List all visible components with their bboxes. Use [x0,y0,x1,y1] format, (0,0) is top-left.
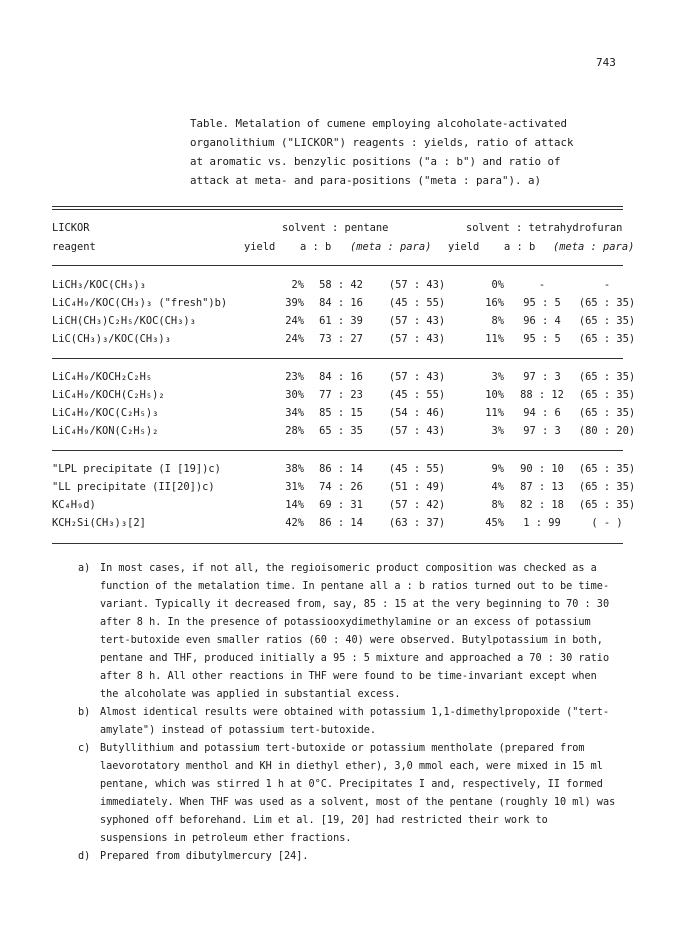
table-bottom-rule [52,543,623,544]
table-row [52,371,636,389]
cell-y2: 9% [491,463,504,475]
cell-m1: (57 : 43) [388,315,446,327]
cell-y1: 39% [285,297,304,309]
cell-reagent: LiC₄H₉/KOC(C₂H₅)₃ [52,407,159,419]
cell-y2: 4% [491,481,504,493]
cell-y1: 28% [285,425,304,437]
table-top-rule [52,206,623,207]
header-metapara-pentane: (meta : para) [350,241,432,253]
footnote-label: d) [78,851,91,862]
cell-m2: (65 : 35) [578,407,636,419]
table-row [52,499,636,517]
cell-r2: 97 : 3 [523,425,561,437]
cell-r1: 77 : 23 [319,389,363,401]
cell-y2: 11% [485,333,504,345]
cell-r1: 86 : 14 [319,463,363,475]
cell-r1: 85 : 15 [319,407,363,419]
table-row [52,389,636,407]
caption-line: at aromatic vs. benzylic positions ("a : b") and ratio of [190,155,561,168]
cell-y2: 3% [491,425,504,437]
cell-r1: 84 : 16 [319,371,363,383]
cell-r2: 94 : 6 [523,407,561,419]
cell-m2: (80 : 20) [578,425,636,437]
cell-r2: 97 : 3 [523,371,561,383]
page-number: 743 [596,56,616,69]
header-yield-thf: yield [448,241,480,253]
cell-m1: (45 : 55) [388,297,446,309]
cell-r2: 95 : 5 [523,333,561,345]
footnote-c [78,740,618,848]
cell-y2: 10% [485,389,504,401]
table-row [52,333,636,351]
header-reagent: reagent [52,241,96,253]
table-row [52,297,636,315]
header-yield-pentane: yield [244,241,276,253]
table-caption [190,114,620,190]
cell-r1: 61 : 39 [319,315,363,327]
cell-m2: (65 : 35) [578,463,636,475]
footnote-text: Butyllithium and potassium tert-butoxide or potassium mentholate (prepared from laevorotatory menthol and KH in diethyl ether), 3,0 mmol each, were mixed in 15 ml pentane, which was stirred 1 h at 0°C. Precipitates I and, respectively, II formed immediately. When THF was used as a solvent, most of the pentane (roughly 10 ml) was syphoned off beforehand. Lim et al. [19, 20] had restricted their work to suspensions in petroleum ether fractions. [100,743,616,844]
table-top-rule-double [52,209,623,210]
group-rule [52,358,623,359]
cell-m1: (51 : 49) [388,481,446,493]
header-metapara-thf: (meta : para) [553,241,635,253]
cell-reagent: LiCH₃/KOC(CH₃)₃ [52,279,146,291]
cell-m1: (57 : 43) [388,425,446,437]
cell-m1: (57 : 43) [388,371,446,383]
cell-r2: 90 : 10 [520,463,564,475]
cell-y1: 2% [291,279,304,291]
cell-y2: 8% [491,315,504,327]
cell-reagent: LiC₄H₉/KOCH₂C₂H₅ [52,371,153,383]
cell-r1: 58 : 42 [319,279,363,291]
cell-y1: 31% [285,481,304,493]
header-lickor: LICKOR [52,222,90,234]
cell-r2: 96 : 4 [523,315,561,327]
footnote-label: a) [78,563,91,574]
cell-reagent: KC₄H₉d) [52,499,96,511]
cell-r2: 1 : 99 [523,517,561,529]
cell-y1: 42% [285,517,304,529]
cell-reagent: LiC₄H₉/KON(C₂H₅)₂ [52,425,159,437]
cell-reagent: "LPL precipitate (I [19])c) [52,463,221,475]
cell-reagent: LiC₄H₉/KOCH(C₂H₅)₂ [52,389,165,401]
caption-line: Table. Metalation of cumene employing alcoholate-activated [190,117,568,130]
cell-m1: (57 : 42) [388,499,446,511]
cell-r2: 87 : 13 [520,481,564,493]
header-solvent-pentane: solvent : pentane [282,222,389,234]
cell-m2: (65 : 35) [578,297,636,309]
cell-y2: 8% [491,499,504,511]
cell-r1: 65 : 35 [319,425,363,437]
cell-y2: 11% [485,407,504,419]
footnote-b [78,704,618,740]
cell-reagent: "LL precipitate (II[20])c) [52,481,215,493]
group-rule [52,450,623,451]
cell-r1: 73 : 27 [319,333,363,345]
footnote-text: In most cases, if not all, the regioisomeric product composition was checked as a function of the metalation time. In pentane all a : b ratios turned out to be time-variant. Typically it decreased from, say, 85 : 15 at the very beginning to 70 : 30 after 8 h. In the presence of potassiooxydimethylamine or an excess of potassium tert-butoxide even smaller ratios (60 : 40) were observed. Butylpotassium in both, pentane and THF, produced initially a 95 : 5 mixture and approached a 70 : 30 ratio after 8 h. All other reactions in THF were found to be time-invariant except when the alcoholate was applied in substantial excess. [100,563,610,700]
cell-m1: (45 : 55) [388,463,446,475]
table-row [52,463,636,481]
footnote-d [78,848,618,866]
table-row [52,279,623,297]
cell-r1: 84 : 16 [319,297,363,309]
cell-r2: - [538,279,546,291]
cell-r1: 86 : 14 [319,517,363,529]
footnote-label: b) [78,707,91,718]
table-row [52,481,636,499]
cell-m1: (63 : 37) [388,517,446,529]
cell-y2: 0% [491,279,504,291]
cell-m2: (65 : 35) [578,333,636,345]
cell-m2: (65 : 35) [578,481,636,493]
cell-y1: 24% [285,315,304,327]
cell-reagent: LiC(CH₃)₃/KOC(CH₃)₃ [52,333,171,345]
cell-m1: (57 : 43) [388,333,446,345]
footnote-label: c) [78,743,91,754]
header-ab-pentane: a : b [300,241,332,253]
cell-r1: 74 : 26 [319,481,363,493]
cell-m2: (65 : 35) [578,371,636,383]
footnotes [78,560,618,866]
footnote-text: Almost identical results were obtained with potassium 1,1-dimethylpropoxide ("tert-amylate") instead of potassium tert-butoxide. [100,707,610,736]
cell-y2: 45% [485,517,504,529]
cell-y1: 30% [285,389,304,401]
table-row [52,315,636,333]
cell-reagent: LiC₄H₉/KOC(CH₃)₃ ("fresh")b) [52,297,228,309]
cell-r1: 69 : 31 [319,499,363,511]
cell-m1: (54 : 46) [388,407,446,419]
cell-m2: (65 : 35) [578,499,636,511]
cell-m2: (65 : 35) [578,315,636,327]
caption-line: attack at meta- and para-positions ("meta : para"). a) [190,174,542,187]
cell-m2: (65 : 35) [578,389,636,401]
cell-y1: 23% [285,371,304,383]
table-row [52,517,623,535]
footnote-a [78,560,618,704]
cell-y1: 14% [285,499,304,511]
cell-y1: 34% [285,407,304,419]
cell-y1: 24% [285,333,304,345]
cell-y2: 16% [485,297,504,309]
cell-r2: 82 : 18 [520,499,564,511]
cell-r2: 95 : 5 [523,297,561,309]
header-ab-thf: a : b [504,241,536,253]
cell-m2: ( - ) [591,517,623,529]
footnote-text: Prepared from dibutylmercury [24]. [100,851,309,862]
table-row [52,425,636,443]
cell-reagent: LiCH(CH₃)C₂H₅/KOC(CH₃)₃ [52,315,196,327]
cell-m2: - [603,279,611,291]
cell-y1: 38% [285,463,304,475]
cell-m1: (45 : 55) [388,389,446,401]
cell-reagent: KCH₂Si(CH₃)₃[2] [52,517,146,529]
cell-y2: 3% [491,371,504,383]
header-solvent-thf: solvent : tetrahydrofuran [466,222,623,234]
table-row [52,407,636,425]
header-rule [52,265,623,266]
cell-r2: 88 : 12 [520,389,564,401]
cell-m1: (57 : 43) [388,279,446,291]
caption-line: organolithium ("LICKOR") reagents : yields, ratio of attack [190,136,574,149]
